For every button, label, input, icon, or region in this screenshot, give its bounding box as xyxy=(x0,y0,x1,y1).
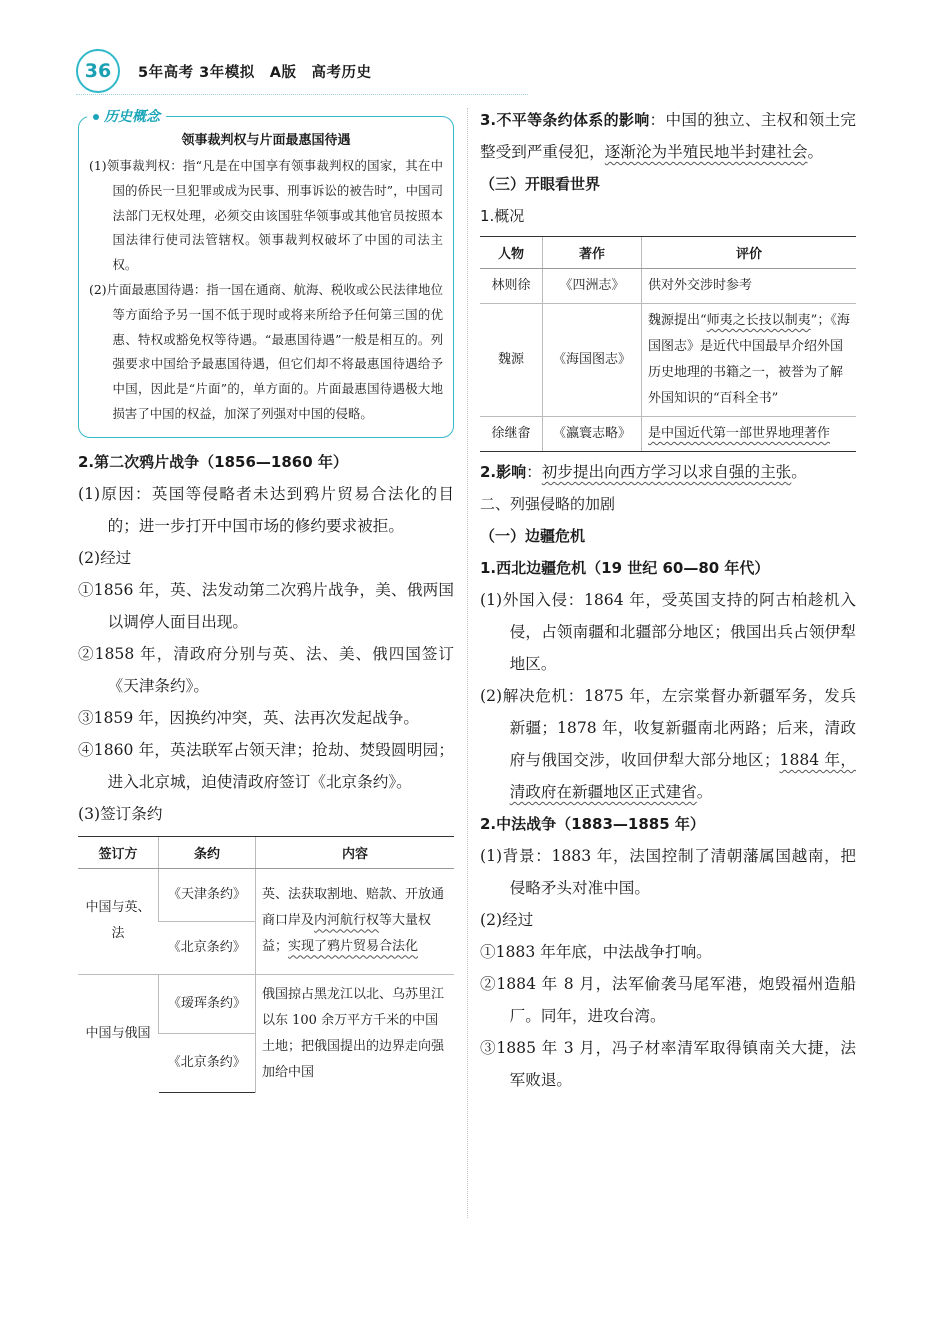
section-heading-part2: 二、列强侵略的加剧 xyxy=(480,495,616,513)
table-cell-work: 《四洲志》 xyxy=(543,269,642,304)
highlight: 是中国近代第一部世界地理著作 xyxy=(648,426,831,441)
concept-tag: 历史概念 xyxy=(87,106,166,126)
section-heading-open-eyes: （三）开眼看世界 xyxy=(480,175,601,193)
table-cell-party: 中国与英、法 xyxy=(78,868,159,974)
book-title: 5年高考 3年模拟 A版 高考历史 xyxy=(138,64,372,81)
sino-french-event: ②1884 年 8 月，法军偷袭马尾军港，炮毁福州造船厂。同年，进攻台湾。 xyxy=(480,975,856,1025)
sino-french-event: ①1883 年年底，中法战争打响。 xyxy=(480,943,712,961)
open-eyes-table xyxy=(480,236,856,452)
table-cell-person: 林则徐 xyxy=(480,269,543,304)
highlight: 师夷之长技以制夷 xyxy=(706,313,811,328)
highlight: 1884 年，清政府在新疆地区正式建省 xyxy=(509,751,856,801)
table-row xyxy=(78,868,454,921)
table-header: 条约 xyxy=(159,836,256,868)
table-cell-content: 俄国掠占黑龙江以北、乌苏里江以东 100 余万平方千米的中国土地；把俄国提出的边界走向强加给中国 xyxy=(256,974,455,1092)
subsection-frontier-crisis: （一）边疆危机 xyxy=(480,527,586,545)
concept-title: 领事裁判权与片面最惠国待遇 xyxy=(181,133,351,148)
highlight: 实现了鸦片贸易合法化 xyxy=(288,939,419,955)
war2-cause: (1)原因：英国等侵略者未达到鸦片贸易合法化的目的；进一步打开中国市场的修约要求被拒。 xyxy=(78,484,454,535)
left-column xyxy=(78,108,454,1093)
northwest-invasion: (1)外国入侵：1864 年，受英国支持的阿古柏趁机入侵，占领南疆和北疆部分地区；俄国出兵占领伊犁地区。 xyxy=(480,591,856,673)
concept-paragraph-1: (1)领事裁判权：指“凡是在中国享有领事裁判权的国家，其在中国的侨民一旦犯罪或成为民事、刑事诉讼的被告时”，中国司法部门无权处理，必须交由该国驻华领事或其他官员按照本国法律行使司法管辖权。领事裁判权破坏了中国的司法主权。 xyxy=(89,158,443,273)
table-header: 评价 xyxy=(642,237,857,269)
table-row xyxy=(480,269,856,304)
section-heading-opium-war-2: 2.第二次鸦片战争（1856—1860 年） xyxy=(78,452,348,471)
table-cell-person: 徐继畲 xyxy=(480,417,543,452)
table-cell-treaty: 《北京条约》 xyxy=(159,1033,256,1092)
sino-french-background: (1)背景：1883 年，法国控制了清朝藩属国越南，把侵略矛头对准中国。 xyxy=(480,847,856,897)
treaty-table xyxy=(78,836,454,1093)
open-eyes-influence: 2.影响：初步提出向西方学习以求自强的主张。 xyxy=(480,463,807,481)
table-cell-evaluation: 魏源提出“师夷之长技以制夷”；《海国图志》是近代中国最早介绍外国历史地理的书籍之一，被誉为了解外国知识的“百科全书” xyxy=(642,304,857,417)
table-header: 著作 xyxy=(543,237,642,269)
table-row xyxy=(78,974,454,1033)
war2-event: ③1859 年，因换约冲突，英、法再次发起战争。 xyxy=(78,708,419,727)
sino-french-war-heading: 2.中法战争（1883—1885 年） xyxy=(480,815,705,833)
page-header xyxy=(76,48,371,94)
table-cell-treaty: 《天津条约》 xyxy=(159,868,256,921)
table-cell-work: 《海国图志》 xyxy=(543,304,642,417)
history-concept-box xyxy=(78,109,454,438)
header-divider xyxy=(76,94,528,95)
table-header: 人物 xyxy=(480,237,543,269)
table-cell-evaluation: 供对外交涉时参考 xyxy=(642,269,857,304)
table-cell-treaty: 《瑷珲条约》 xyxy=(159,974,256,1033)
page-number: 36 xyxy=(76,49,120,93)
war2-treaty-label: (3)签订条约 xyxy=(78,804,163,823)
sino-french-event: ③1885 年 3 月，冯子材率清军取得镇南关大捷，法军败退。 xyxy=(480,1039,856,1089)
highlight: 初步提出向西方学习以求自强的主张 xyxy=(541,463,792,481)
right-column xyxy=(480,104,856,1096)
table-header: 内容 xyxy=(256,836,455,868)
highlight: 逐渐沦为半殖民地半封建社会 xyxy=(604,143,808,161)
concept-paragraph-2: (2)片面最惠国待遇：指一国在通商、航海、税收或公民法律地位等方面给予另一国不低于现时或将来所给予任何第三国的优惠、特权或豁免权等待遇。“最惠国待遇”一般是相互的。列强要求中国给予最惠国待遇，但它们却不将最惠国待遇给予中国，因此是“片面”的，单方面的。片面最惠国待遇极大地损害了中国的权益，加深了列强对中国的侵略。 xyxy=(89,281,443,421)
table-cell-evaluation xyxy=(642,417,857,452)
column-divider xyxy=(467,108,468,1218)
table-header: 签订方 xyxy=(78,836,159,868)
treaty-impact: 3.不平等条约体系的影响：中国的独立、主权和领土完整受到严重侵犯，逐渐沦为半殖民地半封建社会。 xyxy=(480,111,856,161)
war2-event: ④1860 年，英法联军占领天津；抢劫、焚毁圆明园；进入北京城，迫使清政府签订《北京条约》。 xyxy=(78,740,454,791)
table-cell-party: 中国与俄国 xyxy=(78,974,159,1092)
treaty-impact-label: 3.不平等条约体系的影响 xyxy=(480,111,650,129)
table-row xyxy=(480,304,856,417)
highlight: 内河航行权 xyxy=(314,913,380,929)
northwest-crisis-heading: 1.西北边疆危机（19 世纪 60—80 年代） xyxy=(480,559,770,577)
table-row xyxy=(480,417,856,452)
war2-event: ②1858 年，清政府分别与英、法、美、俄四国签订《天津条约》。 xyxy=(78,644,454,695)
overview-label: 1.概况 xyxy=(480,207,525,225)
table-cell-content: 英、法获取割地、赔款、开放通商口岸及内河航行权等大量权益；实现了鸦片贸易合法化 xyxy=(256,868,455,974)
war2-process-label: (2)经过 xyxy=(78,548,132,567)
table-cell-treaty: 《北京条约》 xyxy=(159,921,256,974)
table-cell-person: 魏源 xyxy=(480,304,543,417)
table-cell-work: 《瀛寰志略》 xyxy=(543,417,642,452)
war2-event: ①1856 年，英、法发动第二次鸦片战争，美、俄两国以调停人面目出现。 xyxy=(78,580,454,631)
northwest-resolution: (2)解决危机：1875 年，左宗棠督办新疆军务，发兵新疆；1878 年，收复新疆南北两路；后来，清政府与俄国交涉，收回伊犁大部分地区；1884 年，清政府在新疆地区正式建省。 xyxy=(480,687,856,801)
sino-french-process-label: (2)经过 xyxy=(480,911,534,929)
